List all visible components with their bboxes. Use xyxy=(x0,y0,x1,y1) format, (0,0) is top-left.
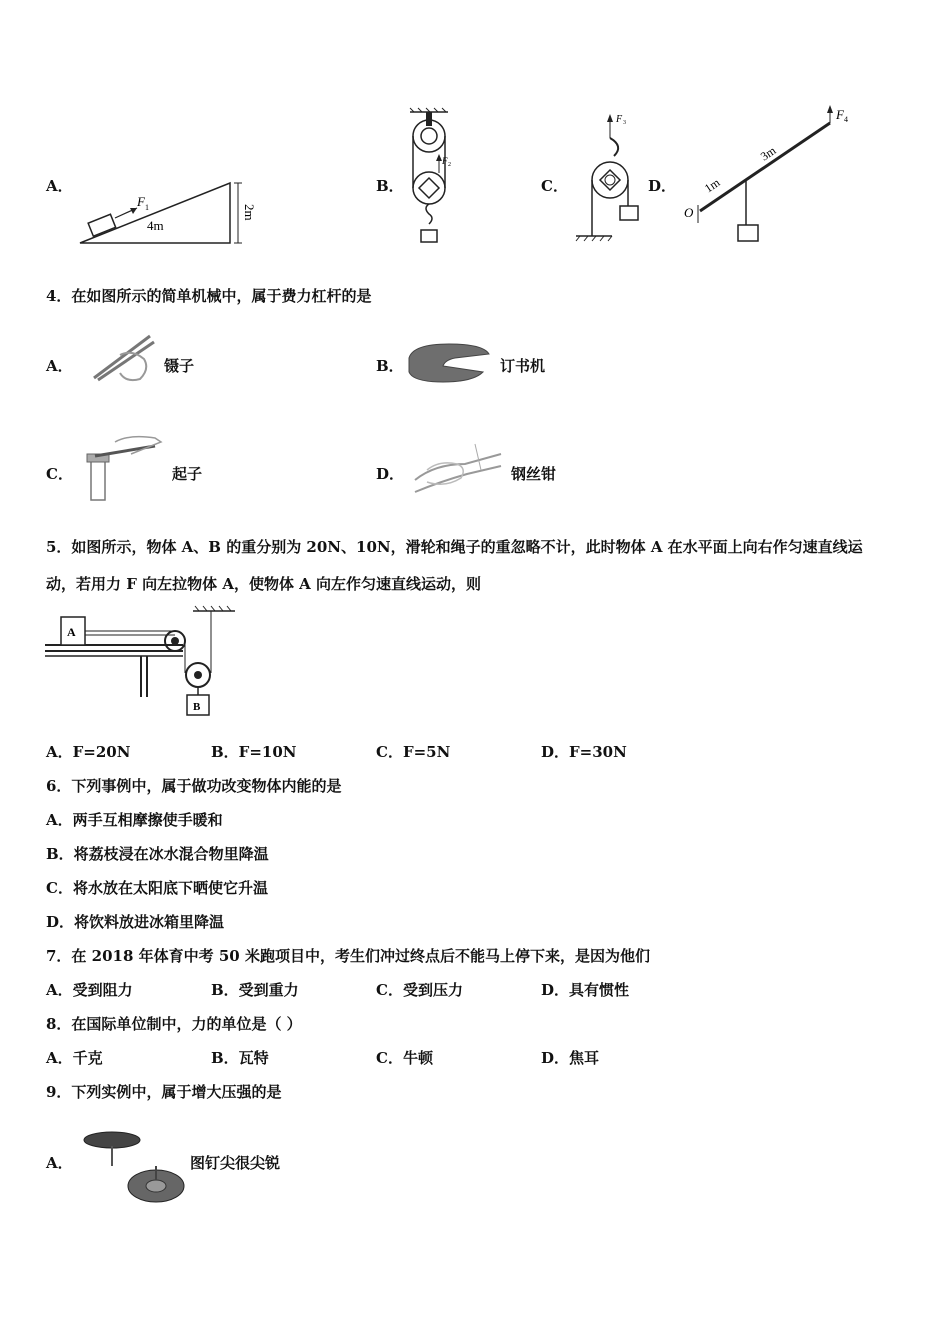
q6-option-c: C．将水放在太阳底下晒使它升温 xyxy=(46,879,268,897)
q5-option-c: C．F=5N xyxy=(376,743,451,761)
q3-option-c-label: C． xyxy=(541,177,568,195)
q3-option-a-label: A． xyxy=(46,177,73,195)
bottle-opener-icon xyxy=(85,432,165,502)
incline-figure xyxy=(75,170,257,250)
svg-text:1: 1 xyxy=(145,203,149,212)
q6-option-b: B．将荔枝浸在冰水混合物里降温 xyxy=(46,845,269,863)
q8-stem: 8．在国际单位制中，力的单位是（ ） xyxy=(46,1015,302,1033)
q6-option-a: A．两手互相摩擦使手暖和 xyxy=(46,811,223,829)
svg-text:4: 4 xyxy=(844,115,848,124)
q4-option-d-caption: 钢丝钳 xyxy=(511,465,557,483)
q7-option-b: B．受到重力 xyxy=(211,981,299,999)
q3-a-height: 2m xyxy=(242,204,257,221)
q4-option-c-label: C． xyxy=(46,465,73,483)
q4-option-a-label: A． xyxy=(46,357,73,375)
q8-option-c: C．牛顿 xyxy=(376,1049,433,1067)
svg-text:2: 2 xyxy=(448,162,451,168)
q4-option-c-caption: 起子 xyxy=(172,465,203,483)
lever-figure xyxy=(680,105,860,245)
q7-option-c: C．受到压力 xyxy=(376,981,463,999)
q5-stem-line2: 动，若用力 F 向左拉物体 A，使物体 A 向左作匀速直线运动，则 xyxy=(46,575,482,593)
q8-option-d: D．焦耳 xyxy=(541,1049,600,1067)
q3-a-length: 4m xyxy=(147,218,164,233)
q9-stem: 9．下列实例中，属于增大压强的是 xyxy=(46,1083,282,1101)
q3-d-1m: 1m xyxy=(701,175,723,196)
q9-option-a-caption: 图钉尖很尖锐 xyxy=(190,1154,281,1172)
tweezers-icon xyxy=(90,330,162,385)
q4-option-d-label: D． xyxy=(376,465,405,483)
q5-option-d: D．F=30N xyxy=(541,743,627,761)
q9-option-a-label: A． xyxy=(46,1154,73,1172)
q6-stem: 6．下列事例中，属于做功改变物体内能的是 xyxy=(46,777,342,795)
q5-box-a: A xyxy=(67,625,76,639)
thumbtack-icon xyxy=(82,1128,188,1208)
pulley-table-figure xyxy=(45,605,235,720)
q3-d-pivot: O xyxy=(684,205,694,220)
q5-option-a: A．F=20N xyxy=(46,743,131,761)
q4-option-b-caption: 订书机 xyxy=(500,357,546,375)
q3-option-d-label: D． xyxy=(648,177,677,195)
q4-option-b-label: B． xyxy=(376,357,404,375)
q3-d-force: F xyxy=(836,107,844,122)
q7-option-a: A．受到阻力 xyxy=(46,981,133,999)
q4-stem: 4．在如图所示的简单机械中，属于费力杠杆的是 xyxy=(46,287,372,305)
q4-option-a-caption: 镊子 xyxy=(164,357,195,375)
q7-stem: 7．在 2018 年体育中考 50 米跑项目中，考生们冲过终点后不能马上停下来，是因为他们 xyxy=(46,947,650,965)
q3-c-force: F xyxy=(616,114,623,125)
q5-option-b: B．F=10N xyxy=(211,743,297,761)
pulley-block-figure xyxy=(400,108,460,248)
movable-pulley-figure xyxy=(572,108,652,243)
pliers-icon xyxy=(405,440,505,506)
stapler-icon xyxy=(405,336,495,386)
q3-option-b-label: B． xyxy=(376,177,404,195)
svg-text:3: 3 xyxy=(623,120,626,126)
q7-option-d: D．具有惯性 xyxy=(541,981,630,999)
q8-option-b: B．瓦特 xyxy=(211,1049,269,1067)
q5-stem-line1: 5．如图所示，物体 A、B 的重分别为 20N、10N，滑轮和绳子的重忽略不计，此时物体 A 在水平面上向右作匀速直线运 xyxy=(46,538,863,556)
q3-a-force: F xyxy=(137,194,145,209)
q3-d-3m: 3m xyxy=(757,143,779,164)
q3-b-force: F xyxy=(442,156,448,166)
q8-option-a: A．千克 xyxy=(46,1049,103,1067)
q5-box-b: B xyxy=(193,701,201,713)
q6-option-d: D．将饮料放进冰箱里降温 xyxy=(46,913,225,931)
